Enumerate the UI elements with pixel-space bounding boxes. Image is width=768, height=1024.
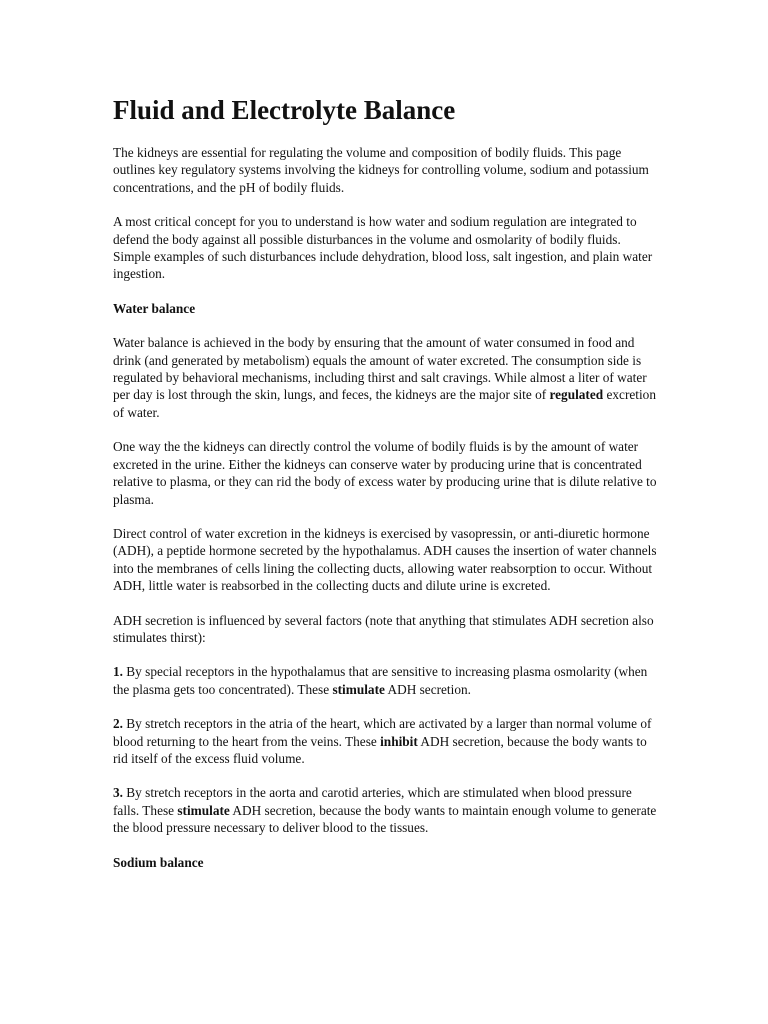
factor-item-1 (113, 663, 661, 698)
document-page (113, 94, 661, 888)
section-heading-water-balance: Water balance (113, 300, 196, 316)
factor-1-text-before: By special receptors in the hypothalamus that are sensitive to increasing plasma osmolarity (when the plasma gets too concentrated). These (113, 664, 648, 697)
page-title: Fluid and Electrolyte Balance (113, 95, 456, 125)
factor-1-text-after: ADH secretion. (384, 681, 471, 697)
factor-3-text-before: By stretch receptors in the aorta and carotid arteries, which are stimulated when blood pressure falls. These (113, 785, 632, 818)
water-paragraph-1-text-before: Water balance is achieved in the body by ensuring that the amount of water consumed in food and drink (and generated by metabolism) equals the amount of water excreted. The consumption side is regulated by behavioral mechanisms, including thirst and salt cravings. While almost a liter of water per day is lost through the skin, lungs, and feces, the kidneys are the major site of (113, 335, 647, 403)
water-paragraph-3: Direct control of water excretion in the kidneys is exercised by vasopressin, or anti-diuretic hormone (ADH), a peptide hormone secreted by the hypothalamus. ADH causes the insertion of water channels into the membranes of cells lining the collecting ducts, allowing water reabsorption to occur. Without ADH, little water is reabsorbed in the collecting ducts and dilute urine is excreted. (113, 525, 657, 594)
water-paragraph-4: ADH secretion is influenced by several factors (note that anything that stimulates ADH secretion also stimulates thirst): (113, 612, 654, 645)
factor-2-text-after: ADH secretion, because the body wants to rid itself of the excess fluid volume. (113, 733, 647, 766)
factor-number-2: 2. (113, 716, 123, 732)
factor-number-1: 1. (113, 664, 123, 680)
factor-3-emphasis: stimulate (177, 802, 230, 818)
water-paragraph-2: One way the the kidneys can directly control the volume of bodily fluids is by the amount of water excreted in the urine. Either the kidneys can conserve water by producing urine that is concentrated relative to plasma, or they can rid the body of excess water by producing urine that is dilute relative to plasma. (113, 439, 657, 507)
water-paragraph-1-emphasis: regulated (549, 387, 604, 403)
intro-paragraph-2: A most critical concept for you to understand is how water and sodium regulation are integrated to defend the body against all possible disturbances in the volume and osmolarity of bodily fluids. Simple examples of such disturbances include dehydration, blood loss, salt ingestion, and plain water ingestion. (113, 214, 653, 282)
factor-number-3: 3. (113, 785, 123, 801)
water-paragraph-1 (113, 334, 661, 421)
intro-paragraph-1: The kidneys are essential for regulating the volume and composition of bodily fluids. This page outlines key regulatory systems involving the kidneys for controlling volume, sodium and potassium concentrations, and the pH of bodily fluids. (113, 145, 649, 195)
factor-2-emphasis: inhibit (380, 733, 418, 749)
water-paragraph-1-text-after: excretion of water. (113, 387, 656, 420)
factor-item-2 (113, 715, 661, 767)
factor-2-text-before: By stretch receptors in the atria of the heart, which are activated by a larger than normal volume of blood returning to the heart from the veins. These (113, 716, 652, 749)
factor-3-text-after: ADH secretion, because the body wants to maintain enough volume to generate the blood pressure necessary to deliver blood to the tissues. (113, 802, 657, 836)
factor-1-emphasis: stimulate (332, 681, 385, 697)
section-heading-sodium-balance: Sodium balance (113, 854, 204, 870)
factor-item-3 (113, 784, 661, 836)
